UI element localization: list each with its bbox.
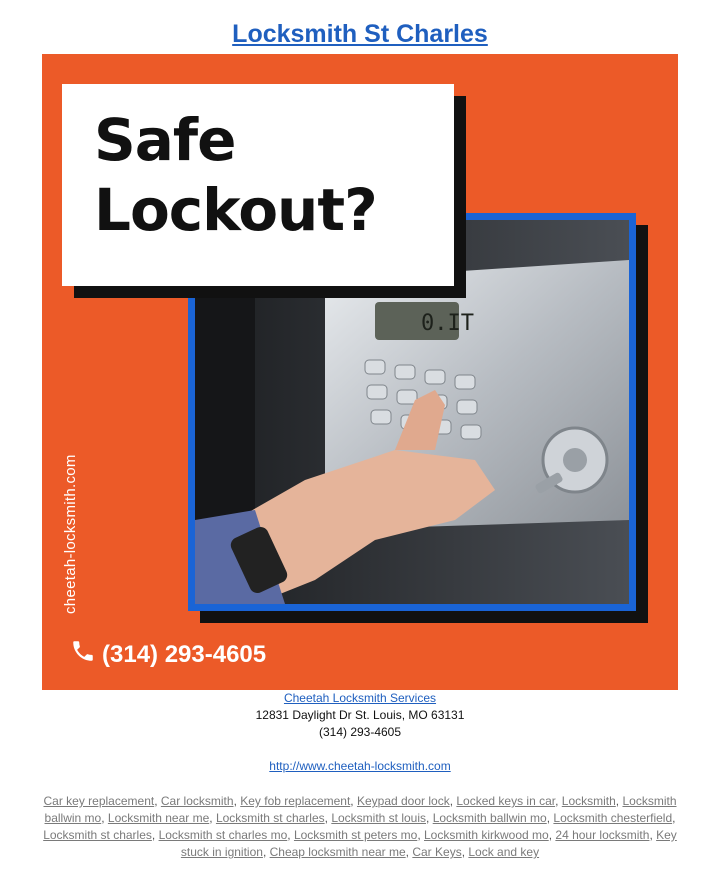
website-vertical-text: cheetah-locksmith.com — [62, 454, 79, 614]
hero-image — [42, 54, 678, 690]
keyword-link[interactable]: Locksmith st charles — [215, 811, 325, 825]
keyword-link[interactable]: Locksmith st peters mo — [293, 828, 418, 842]
hero-phone — [70, 638, 266, 671]
keyword-link[interactable]: Locksmith st charles mo — [158, 828, 288, 842]
headline-line-1: Safe — [94, 106, 236, 174]
business-phone: (314) 293-4605 — [318, 725, 402, 739]
keyword-link[interactable]: Locksmith — [561, 794, 616, 808]
hero-phone-number: (314) 293-4605 — [102, 640, 267, 668]
keyword-link[interactable]: Lock and key — [468, 845, 540, 859]
business-address: 12831 Daylight Dr St. Louis, MO 63131 — [255, 708, 465, 722]
keyword-link[interactable]: Car locksmith — [160, 794, 234, 808]
keyword-links: Car key replacement, Car locksmith, Key fob replacement, Keypad door lock, Locked keys in car, Locksmith, Locksmith ballwin mo, Locksmith near me, Locksmith st charles, Locksmith st louis, Locksmith ballwin mo, Locksmith chesterfield, Locksmith st charles, Locksmith st charles mo, Locksmith st peters mo, Locksmith kirkwood mo, 24 hour locksmith, Key stuck in ignition, Cheap locksmith near me, Car Keys, Lock and key — [43, 794, 677, 859]
business-name-link[interactable]: Cheetah Locksmith Services — [283, 691, 437, 705]
headline-card — [62, 84, 454, 286]
keyword-link[interactable]: Locksmith st louis — [331, 811, 427, 825]
keyword-link[interactable]: Car key replacement — [43, 794, 155, 808]
keyword-link[interactable]: 24 hour locksmith — [555, 828, 650, 842]
keyword-link[interactable]: Locksmith ballwin mo — [44, 794, 677, 825]
keyword-link[interactable]: Locksmith chesterfield — [553, 811, 673, 825]
keyword-link[interactable]: Keypad door lock — [356, 794, 450, 808]
keyword-link[interactable]: Cheap locksmith near me — [269, 845, 406, 859]
keyword-link[interactable]: Locksmith st charles — [43, 828, 152, 842]
keyword-link[interactable]: Key stuck in ignition — [180, 828, 677, 859]
keyword-link[interactable]: Locksmith kirkwood mo — [424, 828, 549, 842]
page-title-link[interactable]: Locksmith St Charles — [232, 20, 488, 48]
keyword-link[interactable]: Locksmith near me — [107, 811, 210, 825]
page-title-container — [0, 20, 720, 49]
phone-icon — [70, 638, 96, 671]
keyword-link[interactable]: Key fob replacement — [240, 794, 351, 808]
headline-line-2: Lockout? — [94, 176, 377, 244]
website-link[interactable]: http://www.cheetah-locksmith.com — [269, 759, 451, 773]
display-text: 0.IT — [421, 311, 474, 336]
keyword-link[interactable]: Locked keys in car — [456, 794, 556, 808]
keyword-link[interactable]: Locksmith ballwin mo — [432, 811, 547, 825]
business-info — [0, 690, 720, 775]
keyword-link[interactable]: Car Keys — [412, 845, 462, 859]
